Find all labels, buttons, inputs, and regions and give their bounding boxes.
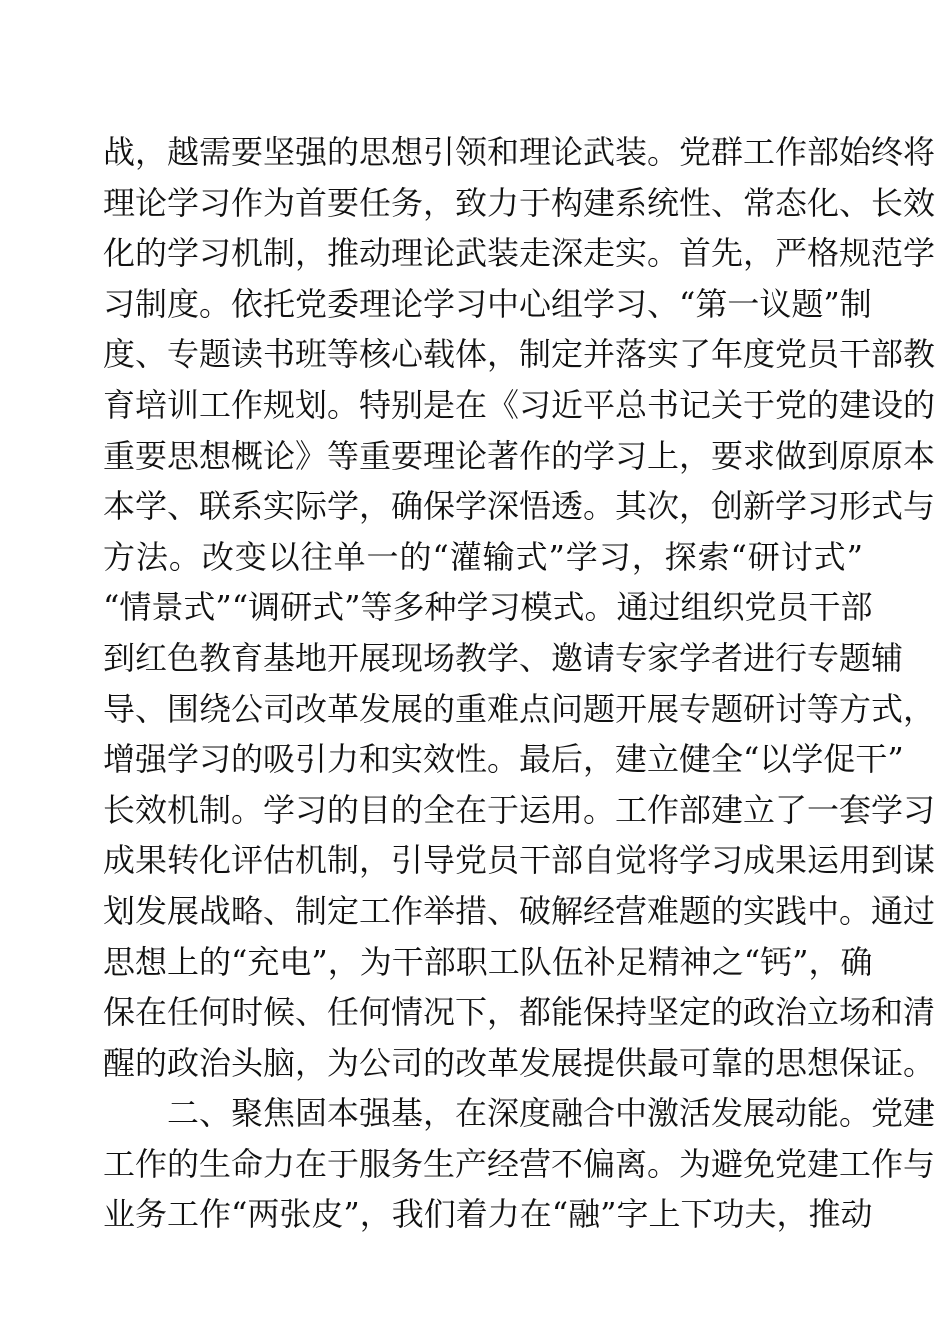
text-line: 度、专题读书班等核心载体，制定并落实了年度党员干部教 — [103, 335, 936, 374]
text-line: 二、聚焦固本强基，在深度融合中激活发展动能。党建 — [103, 1094, 936, 1133]
text-line: 增强学习的吸引力和实效性。最后，建立健全“以学促干” — [103, 740, 904, 779]
text-line: 重要思想概论》等重要理论著作的学习上，要求做到原原本 — [103, 436, 936, 475]
text-line: 战，越需要坚强的思想引领和理论武装。党群工作部始终将 — [103, 133, 936, 171]
text-line: 化的学习机制，推动理论武装走深走实。首先，严格规范学 — [103, 234, 936, 273]
text-line: “情景式”“调研式”等多种学习模式。通过组织党员干部 — [103, 588, 873, 627]
text-line: 工作的生命力在于服务生产经营不偏离。为避免党建工作与 — [103, 1144, 936, 1183]
text-line: 保在任何时候、任何情况下，都能保持坚定的政治立场和清 — [103, 993, 936, 1032]
text-line: 醒的政治头脑，为公司的改革发展提供最可靠的思想保证。 — [103, 1043, 936, 1082]
text-line: 育培训工作规划。特别是在《习近平总书记关于党的建设的 — [103, 385, 936, 424]
text-line: 长效机制。学习的目的全在于运用。工作部建立了一套学习 — [103, 790, 936, 829]
text-line: 到红色教育基地开展现场教学、邀请专家学者进行专题辅 — [103, 638, 904, 677]
text-line: 思想上的“充电”，为干部职工队伍补足精神之“钙”，确 — [103, 942, 873, 981]
text-line: 方法。改变以往单一的“灌输式”学习，探索“研讨式” — [103, 537, 863, 576]
text-line: 习制度。依托党委理论学习中心组学习、“第一议题”制 — [103, 284, 872, 323]
text-line: 划发展战略、制定工作举措、破解经营难题的实践中。通过 — [103, 891, 936, 930]
text-line: 成果转化评估机制，引导党员干部自觉将学习成果运用到谋 — [103, 841, 936, 880]
body-text — [103, 127, 936, 1240]
text-line: 理论学习作为首要任务，致力于构建系统性、常态化、长效 — [103, 183, 936, 222]
text-line: 业务工作“两张皮”，我们着力在“融”字上下功夫，推动 — [103, 1195, 873, 1234]
text-line: 本学、联系实际学，确保学深悟透。其次，创新学习形式与 — [103, 487, 936, 526]
text-line: 导、围绕公司改革发展的重难点问题开展专题研讨等方式， — [103, 689, 936, 728]
